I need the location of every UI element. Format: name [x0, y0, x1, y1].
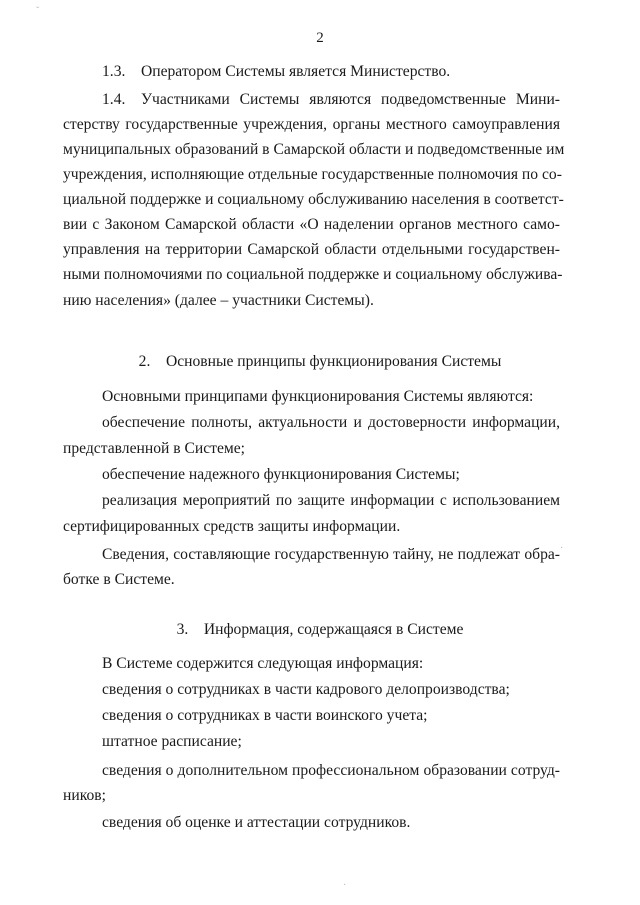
section-2-line: ботке в Системе. — [63, 571, 175, 588]
clause-1-4-line: 1.4. Участниками Системы являются подведомственные Мини- — [102, 91, 560, 108]
clause-1-4-line: стерству государственные учреждения, органы местного самоуправления — [63, 116, 560, 133]
section-3-line: сведения об оценке и аттестации сотрудников. — [102, 814, 411, 831]
section-2-line: обеспечение полноты, актуальности и достоверности информации, — [102, 414, 560, 431]
section-2-line: Основными принципами функционирования Системы являются: — [102, 388, 534, 405]
section-2-line: сертифицированных средств защиты информации. — [63, 518, 401, 535]
clause-1-4-line: циальной поддержке и социальному обслуживанию населения в соответст- — [63, 191, 564, 208]
clause-1-3: 1.3. Оператором Системы является Министерство. — [102, 63, 451, 80]
section-2-line: реализация мероприятий по защите информации с использованием — [102, 492, 560, 509]
clause-1-4-line: ными полномочиями по социальной поддержке и социальному обслужива- — [63, 266, 563, 283]
section-3-line: сведения о сотрудниках в части кадрового делопроизводства; — [102, 681, 510, 698]
section-3-line: ников; — [63, 787, 106, 804]
section-3-line: штатное расписание; — [102, 733, 242, 750]
scan-mark: ˇ — [36, 6, 40, 17]
section-2-heading: 2. Основные принципы функционирования Системы — [138, 353, 502, 370]
section-3-line: сведения о сотрудниках в части воинского учета; — [102, 707, 428, 724]
section-2-line: представленной в Системе; — [63, 440, 246, 457]
section-2-line: обеспечение надежного функционирования Системы; — [102, 466, 460, 483]
page-number: 2 — [316, 30, 324, 46]
section-3-heading: 3. Информация, содержащаяся в Системе — [176, 621, 464, 638]
section-3-line: В Системе содержится следующая информация: — [102, 655, 424, 672]
scan-mark: · — [560, 543, 564, 554]
section-3-line: сведения о дополнительном профессиональном образовании сотруд- — [102, 762, 560, 779]
scan-mark: · — [343, 880, 347, 891]
clause-1-4-line: вии с Законом Самарской области «О наделении органов местного само- — [63, 216, 560, 233]
section-2-line: Сведения, составляющие государственную тайну, не подлежат обра- — [102, 546, 560, 563]
clause-1-4-line: управления на территории Самарской области отдельными государствен- — [63, 241, 560, 258]
clause-1-4-line: нию населения» (далее – участники Системы). — [63, 292, 374, 309]
clause-1-4-line: учреждения, исполняющие отдельные государственные полномочия по со- — [63, 166, 562, 183]
clause-1-4-line: муниципальных образований в Самарской области и подведомственные им — [63, 141, 565, 158]
